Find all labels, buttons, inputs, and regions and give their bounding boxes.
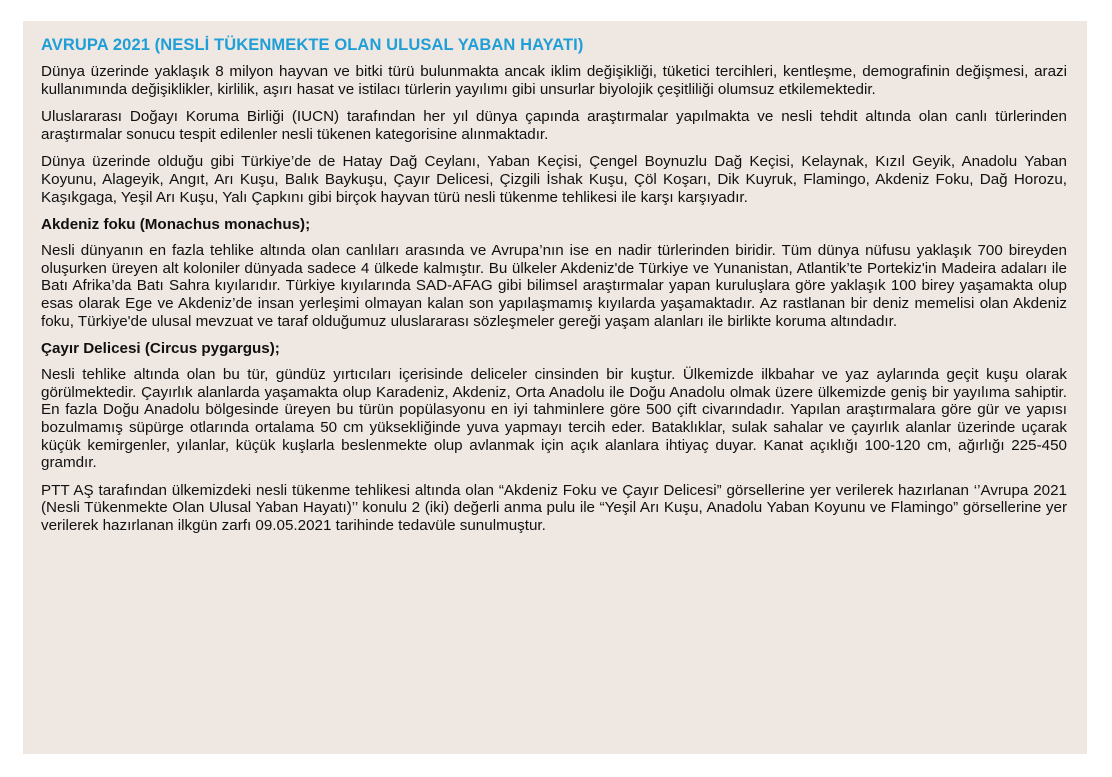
harrier-paragraph: Nesli tehlike altında olan bu tür, gündüz yırtıcıları içerisinde deliceler cinsinden bir kuştur. Ülkemizde ilkbahar ve yaz aylarında geçit kuşu olarak görülmektedir. Çayırlık alanlarda yaşamakta olup Karadeniz, Akdeniz, Orta Anadolu ile Doğu Anadolu olmak üzere ülkemizde geniş bir yayılıma sahiptir. En fazla Doğu Anadolu bölgesinde üreyen bu türün popülasyonu en iyi tahminlere göre 500 çift civarındadır. Yapılan araştırmalara göre gür ve yapısı bozulmamış süpürge otlarında ortalama 50 cm yüksekliğinde yuva yapmayı tercih eder. Bataklıklar, sulak sahalar ve çayırlık alanlar üzerinde uçarak küçük kemirgenler, yılanlar, küçük kuşlarla beslenmekte olup avlanmak için açık alanlara ihtiyaç duyar. Kanat açıklığı 100-120 cm, ağırlığı 225-450 gramdır. xyxy=(41,366,1067,472)
endangered-species-paragraph: Dünya üzerinde olduğu gibi Türkiye’de de Hatay Dağ Ceylanı, Yaban Keçisi, Çengel Boynuzlu Dağ Keçisi, Kelaynak, Kızıl Geyik, Anadolu Yaban Koyunu, Alageyik, Angıt, Arı Kuşu, Balık Baykuşu, Çayır Delicesi, Çizgili İshak Kuşu, Çöl Koşarı, Dik Kuyruk, Flamingo, Akdeniz Foku, Dağ Horozu, Kaşıkgaga, Yeşil Arı Kuşu, Yalı Çapkını gibi birçok hayvan türü nesli tükenme tehlikesi ile karşı karşıyadır. xyxy=(41,153,1067,206)
monk-seal-paragraph: Nesli dünyanın en fazla tehlike altında olan canlıları arasında ve Avrupa’nın ise en nadir türlerinden biridir. Tüm dünya nüfusu yaklaşık 700 bireyden oluşurken üreyen alt koloniler dünyada sadece 4 ülkede kalmıştır. Bu ülkeler Akdeniz'de Türkiye ve Yunanistan, Atlantik’te Portekiz'in Madeira adaları ile Batı Afrika’da Batı Sahra kıyılarıdır. Türkiye kıyılarında SAD-AFAG gibi bilimsel araştırmalar yapan kuruluşlara göre yaklaşık 100 birey yaşamakta olup esas olarak Ege ve Akdeniz’de insan yerleşimi olmayan kalan son yapılaşmamış kıyılarda yaşamaktadır. Az rastlanan bir deniz memelisi olan Akdeniz foku, Türkiye'de ulusal mevzuat ve taraf olduğumuz uluslararası sözleşmeler gereği yaşam alanları ile birlikte koruma altındadır. xyxy=(41,242,1067,330)
harrier-heading: Çayır Delicesi (Circus pygargus); xyxy=(41,340,280,358)
document-title: AVRUPA 2021 (NESLİ TÜKENMEKTE OLAN ULUSAL YABAN HAYATI) xyxy=(41,36,584,54)
document-panel xyxy=(23,21,1087,754)
ptt-issue-paragraph: PTT AŞ tarafından ülkemizdeki nesli tükenme tehlikesi altında olan “Akdeniz Foku ve Çayır Delicesi” görsellerine yer verilerek hazırlanan ‘’Avrupa 2021 (Nesli Tükenmekte Olan Ulusal Yaban Hayatı)’’ konulu 2 (iki) değerli anma pulu ile “Yeşil Arı Kuşu, Anadolu Yaban Koyunu ve Flamingo” görsellerine yer verilerek hazırlanan ilkgün zarfı 09.05.2021 tarihinde tedavüle sunulmuştur. xyxy=(41,481,1067,534)
monk-seal-heading: Akdeniz foku (Monachus monachus); xyxy=(41,216,311,234)
intro-paragraph: Dünya üzerinde yaklaşık 8 milyon hayvan ve bitki türü bulunmakta ancak iklim değişikliği, tüketici tercihleri, kentleşme, demografinin değişmesi, arazi kullanımında değişiklikler, kirlilik, aşırı hasat ve istilacı türlerin yayılımı gibi unsurlar biyolojik çeşitliliği olumsuz etkilemektedir. xyxy=(41,63,1067,98)
iucn-paragraph: Uluslararası Doğayı Koruma Birliği (IUCN) tarafından her yıl dünya çapında araştırmalar yapılmakta ve nesli tehdit altında olan canlı türlerinden araştırmalar sonucu tespit edilenler nesli tükenen kategorisine alınmaktadır. xyxy=(41,108,1067,143)
